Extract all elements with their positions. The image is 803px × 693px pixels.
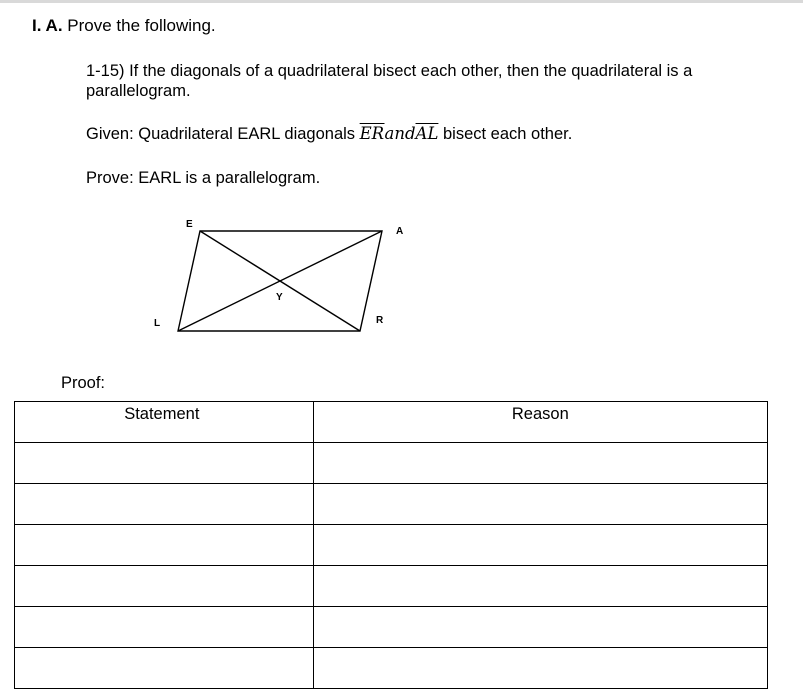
section-title: Prove the following.	[67, 16, 216, 35]
proof-row	[15, 607, 768, 648]
reason-header: Reason	[313, 402, 767, 443]
segment-al: $\overline{AL}$	[415, 124, 439, 143]
proof-label: Proof:	[61, 374, 106, 392]
prove-line: Prove: EARL is a parallelogram.	[86, 169, 321, 187]
problem-statement: 1-15) If the diagonals of a quadrilateral bisect each other, then the quadrilateral is a parallelogram.	[86, 62, 693, 100]
reason-cell[interactable]	[313, 566, 767, 607]
given-prefix: Given: Quadrilateral EARL diagonals	[86, 125, 356, 143]
statement-cell[interactable]	[15, 484, 314, 525]
statement-cell[interactable]	[15, 443, 314, 484]
reason-cell[interactable]	[313, 648, 767, 689]
reason-cell[interactable]	[313, 443, 767, 484]
proof-row	[15, 566, 768, 607]
reason-cell[interactable]	[313, 607, 767, 648]
section-heading	[32, 16, 216, 36]
vertex-label-e: E	[186, 219, 193, 230]
reason-cell[interactable]	[313, 484, 767, 525]
diagonal-al	[178, 231, 382, 331]
proof-header-row	[15, 402, 768, 443]
statement-header: Statement	[15, 402, 314, 443]
section-number: I. A.	[32, 16, 63, 35]
given-line	[86, 124, 572, 144]
proof-table	[14, 401, 768, 689]
statement-cell[interactable]	[15, 525, 314, 566]
vertex-label-l: L	[154, 318, 161, 329]
proof-row	[15, 525, 768, 566]
segment-er: $\overline{ER}$	[359, 124, 385, 143]
given-conjunction: and	[384, 124, 416, 143]
top-border	[0, 0, 803, 3]
proof-row	[15, 443, 768, 484]
given-suffix: bisect each other.	[443, 125, 573, 143]
intersection-label-y: Y	[276, 292, 283, 303]
statement-cell[interactable]	[15, 566, 314, 607]
reason-cell[interactable]	[313, 525, 767, 566]
statement-cell[interactable]	[15, 607, 314, 648]
parallelogram-figure	[140, 210, 420, 350]
vertex-label-a: A	[396, 226, 404, 237]
proof-row	[15, 484, 768, 525]
vertex-label-r: R	[376, 315, 384, 326]
proof-row	[15, 648, 768, 689]
statement-cell[interactable]	[15, 648, 314, 689]
